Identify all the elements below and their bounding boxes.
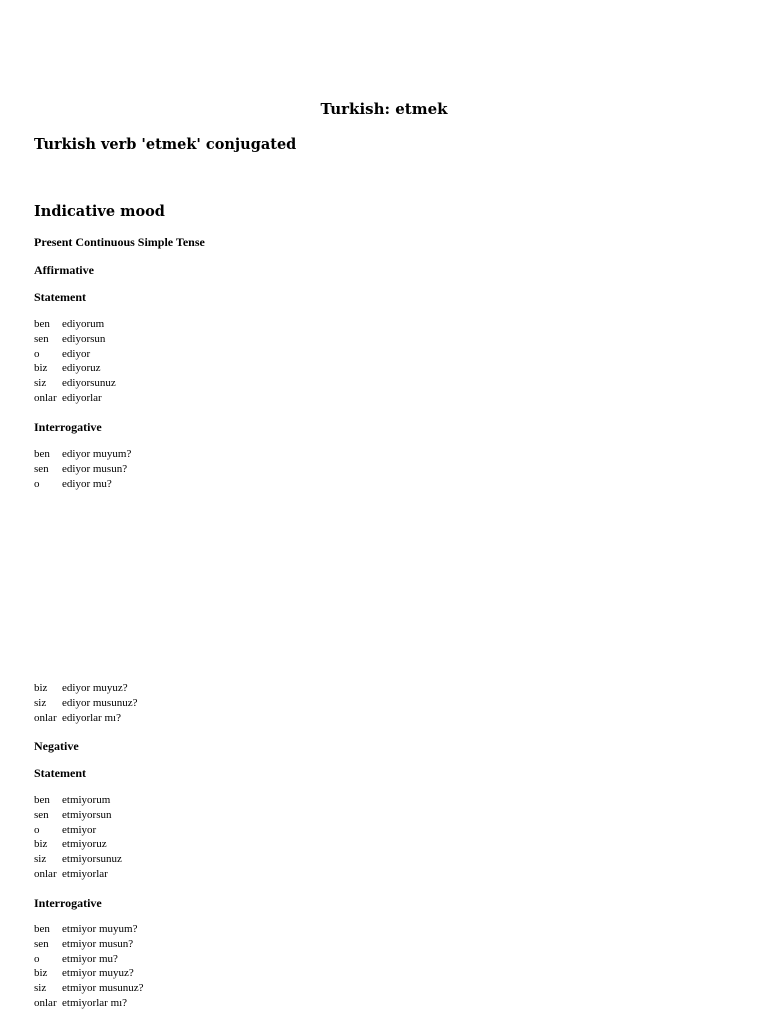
negative-statement-list — [34, 793, 122, 882]
conjugation-row — [34, 808, 122, 823]
pronoun: sen — [34, 808, 49, 821]
page-title: Turkish: etmek — [320, 100, 448, 118]
verb-form: etmiyor muyum? — [62, 923, 138, 935]
conjugation-row — [34, 837, 122, 852]
pronoun: ben — [34, 923, 50, 935]
conjugation-row — [34, 347, 116, 362]
verb-form: ediyor muyum? — [62, 448, 132, 460]
verb-form: etmiyor musun? — [62, 937, 134, 950]
pronoun: o — [34, 823, 40, 836]
tense-heading: Present Continuous Simple Tense — [34, 235, 205, 249]
pronoun: sen — [34, 937, 49, 950]
verb-form: etmiyorum — [62, 794, 111, 806]
verb-form: etmiyor musunuz? — [62, 982, 144, 995]
conjugation-row — [34, 681, 137, 696]
verb-form: ediyor musunuz? — [62, 696, 138, 709]
verb-form: etmiyorsunuz — [62, 853, 122, 866]
conjugation-row — [34, 823, 122, 838]
verb-form: ediyor mu? — [62, 477, 112, 490]
pronoun: o — [34, 477, 40, 490]
verb-form: etmiyor mu? — [62, 952, 118, 965]
pronoun: o — [34, 952, 40, 965]
verb-form: etmiyorsun — [62, 808, 112, 821]
conjugation-row — [34, 966, 144, 981]
pronoun: onlar — [34, 867, 57, 880]
verb-form: etmiyoruz — [62, 838, 107, 851]
verb-form: ediyor — [62, 347, 91, 360]
conjugation-row — [34, 981, 144, 996]
mood-heading: Indicative mood — [34, 203, 165, 220]
pronoun: o — [34, 347, 40, 360]
pronoun: biz — [34, 838, 48, 851]
conjugation-row — [34, 952, 144, 967]
pronoun: ben — [34, 794, 50, 806]
pronoun: ben — [34, 318, 50, 330]
verb-form: ediyorlar — [62, 391, 102, 404]
verb-form: etmiyorlar mı? — [62, 996, 128, 1009]
affirmative-statement-list — [34, 317, 116, 406]
conjugation-row — [34, 711, 137, 726]
pronoun: siz — [34, 696, 47, 709]
conjugation-row — [34, 361, 116, 376]
pronoun: ben — [34, 448, 50, 460]
verb-form: ediyoruz — [62, 362, 101, 375]
pronoun: biz — [34, 682, 48, 694]
pronoun: sen — [34, 462, 49, 475]
conjugation-row — [34, 696, 137, 711]
conjugation-row — [34, 793, 122, 808]
pronoun: onlar — [34, 391, 57, 404]
conjugation-row — [34, 376, 116, 391]
conjugation-row — [34, 937, 144, 952]
conjugation-row — [34, 391, 116, 406]
pronoun: sen — [34, 332, 49, 345]
affirmative-statement-heading: Statement — [34, 290, 86, 304]
pronoun: siz — [34, 853, 47, 866]
pronoun: biz — [34, 967, 48, 980]
negative-statement-heading: Statement — [34, 766, 86, 780]
verb-form: ediyorlar mı? — [62, 711, 121, 724]
verb-form: ediyorsunuz — [62, 377, 116, 390]
verb-form: ediyorsun — [62, 332, 106, 345]
pronoun: siz — [34, 377, 47, 390]
conjugation-row — [34, 332, 116, 347]
affirmative-interrogative-list-part1 — [34, 447, 131, 491]
pronoun: onlar — [34, 711, 57, 724]
pronoun: onlar — [34, 996, 57, 1009]
verb-form: ediyor muyuz? — [62, 682, 128, 694]
verb-form: etmiyor muyuz? — [62, 967, 134, 980]
affirmative-heading: Affirmative — [34, 263, 94, 277]
verb-form: etmiyorlar — [62, 867, 108, 880]
conjugation-row — [34, 867, 122, 882]
verb-form: ediyor musun? — [62, 462, 128, 475]
conjugation-row — [34, 317, 116, 332]
verb-form: etmiyor — [62, 823, 97, 836]
negative-interrogative-heading: Interrogative — [34, 896, 102, 910]
conjugation-row — [34, 462, 131, 477]
conjugation-row — [34, 477, 131, 492]
affirmative-interrogative-list-part2 — [34, 681, 137, 725]
verb-form: ediyorum — [62, 318, 105, 330]
conjugation-row — [34, 996, 144, 1011]
negative-heading: Negative — [34, 739, 79, 753]
pronoun: siz — [34, 982, 47, 995]
affirmative-interrogative-heading: Interrogative — [34, 420, 102, 434]
conjugation-row — [34, 922, 144, 937]
negative-interrogative-list — [34, 922, 144, 1011]
page-subtitle: Turkish verb 'etmek' conjugated — [34, 136, 297, 153]
conjugation-row — [34, 447, 131, 462]
pronoun: biz — [34, 362, 48, 375]
conjugation-row — [34, 852, 122, 867]
